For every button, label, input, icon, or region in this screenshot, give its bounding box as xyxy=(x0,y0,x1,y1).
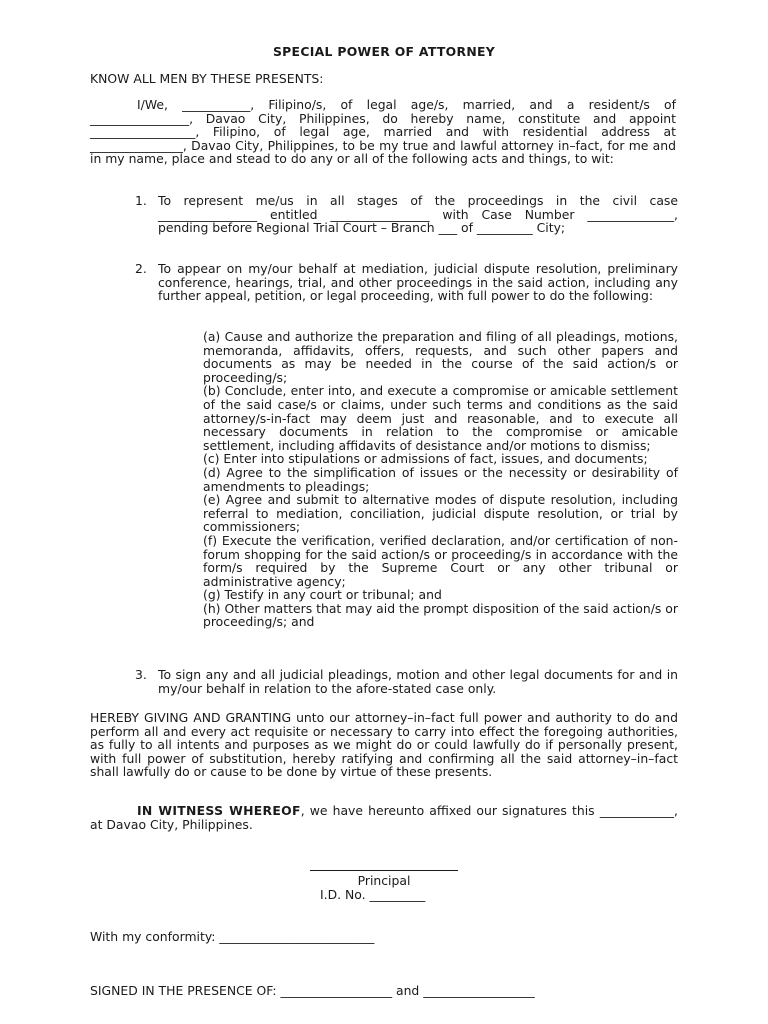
list-item-2 xyxy=(135,261,678,304)
sub-item-h: (h) Other matters that may aid the prompt disposition of the said action/s or proceeding/s; and xyxy=(203,600,678,630)
list-item-number: 1. xyxy=(135,193,147,208)
sub-item-f: (f) Execute the verification, verified declaration, and/or certification of non-forum shopping for the said action/s or proceeding/s in accordance with the form/s required by the Supreme Court or any other tribunal or administrative agency; xyxy=(203,532,678,589)
witness-text: , we have hereunto affixed our signatures this ____________, at Davao City, Philippines. xyxy=(90,803,678,832)
grant-paragraph: HEREBY GIVING AND GRANTING unto our attorney–in–fact full power and authority to do and perform all and every act requisite or necessary to carry into effect the foregoing authorities, as fully to all intents and purposes as we might do or could lawfully do if personally present, with full power of substitution, hereby ratifying and confirming all the said attorney–in–fact shall lawfully do or cause to be done by virtue of these presents. xyxy=(90,710,678,780)
list-item-text: To appear on my/our behalf at mediation, judicial dispute resolution, preliminary conference, hearings, trial, and other proceedings in the said action, including any further appeal, petition, or legal proceeding, with full power to do the following: xyxy=(158,261,678,304)
signed-presence-line: SIGNED IN THE PRESENCE OF: __________________ and __________________ xyxy=(90,983,535,998)
sub-item-a: (a) Cause and authorize the preparation and filing of all pleadings, motions, memoranda, affidavits, offers, requests, and such other papers and documents as may be needed in the course of the said action/s or proceeding/s; xyxy=(203,329,678,385)
list-item-text: To sign any and all judicial pleadings, motion and other legal documents for and in my/our behalf in relation to the afore-stated case only. xyxy=(158,667,678,696)
intro-paragraph: I/We, ___________, Filipino/s, of legal age/s, married, and a resident/s of ________________, Davao City, Philippines, do hereby name, constitute and appoint _________________, Filipino, of legal age, married and with residential address at _______________, Davao City, Philippines, to be my true and lawful attorney in–fact, for me and in my name, place and stead to do any or all of the following acts and things, to wit: xyxy=(90,97,676,167)
witness-paragraph xyxy=(90,804,678,831)
list-item-1 xyxy=(135,193,678,236)
sub-item-d: (d) Agree to the simplification of issues or the necessity or desirability of amendments to pleadings; xyxy=(203,464,678,494)
sub-item-list xyxy=(203,330,678,629)
list-item-text: To represent me/us in all stages of the proceedings in the civil case ________________ entitled ________________ with Case Number ______________, pending before Regional Trial Court – Branch ___ of _________ City; xyxy=(158,193,678,236)
list-item-3 xyxy=(135,667,678,696)
list-item-number: 3. xyxy=(135,667,147,682)
know-all-heading: KNOW ALL MEN BY THESE PRESENTS: xyxy=(90,71,324,86)
id-number-label: I.D. No. _________ xyxy=(320,887,426,902)
list-item-number: 2. xyxy=(135,261,147,276)
sub-item-g: (g) Testify in any court or tribunal; and xyxy=(203,587,442,603)
conformity-line: With my conformity: _________________________ xyxy=(90,929,375,944)
principal-signature-line xyxy=(310,858,458,871)
witness-heading: IN WITNESS WHEREOF xyxy=(137,803,301,818)
document-title: SPECIAL POWER OF ATTORNEY xyxy=(272,44,496,59)
sub-item-c: (c) Enter into stipulations or admissions of fact, issues, and documents; xyxy=(203,451,648,467)
sub-item-e: (e) Agree and submit to alternative modes of dispute resolution, including referral to mediation, conciliation, judicial dispute resolution, or trial by commissioners; xyxy=(203,492,678,535)
principal-label: Principal xyxy=(357,873,411,888)
sub-item-b: (b) Conclude, enter into, and execute a compromise or amicable settlement of the said case/s or claims, under such terms and conditions as the said attorney/s-in-fact may deem just and reasonable, and to execute all necessary documents in relation to the compromise or amicable settlement, including affidavits of desistance and/or motions to dismiss; xyxy=(203,383,678,453)
